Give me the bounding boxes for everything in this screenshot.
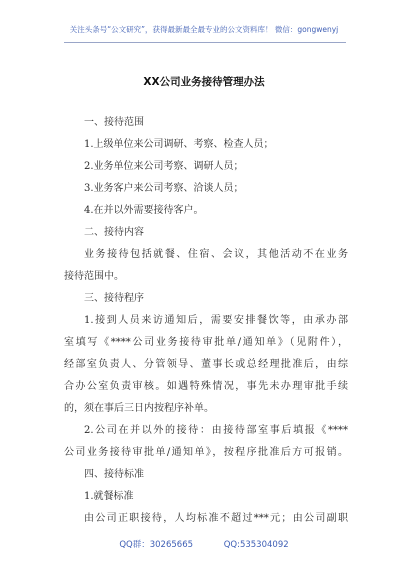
paragraph-line: 公司业务接待审批单/通知单》，按程序批准后方可报销。 [64,447,348,458]
section-heading-content: 二、接待内容 [84,227,144,238]
list-item: 1.上级单位来公司调研、考察、检查人员； [84,139,274,150]
section-heading-procedure: 三、接待程序 [84,293,144,304]
paragraph-line: 室填写《****公司业务接待审批单/通知单》（见附件）， [64,337,348,348]
footer-contacts [0,538,408,550]
paragraph-line: 经部室负责人、分管领导、董事长或总经理批准后，由综 [64,359,348,370]
paragraph-line: 接待范围中。 [64,271,124,282]
section-heading-scope: 一、接待范围 [84,117,144,128]
paragraph-line: 2.公司在并以外的接待：由接待部室事后填报《**** [84,425,348,436]
paragraph-line: 的，须在事后三日内按程序补单。 [64,403,214,414]
paragraph-line: 由公司正职接待，人均标准不超过***元；由公司副职 [84,513,348,524]
document-title: XX公司业务接待管理办法 [143,76,265,88]
list-item: 2.业务单位来公司考察、调研人员； [84,161,244,172]
section-heading-standards: 四、接待标准 [84,469,144,480]
document-body [64,112,348,530]
footer-qq-group: QQ群：30265665 [119,540,194,550]
paragraph-line: 合办公室负责审核。如遇特殊情况，事先未办理审批手续 [64,381,348,392]
header-divider [64,42,346,43]
subsection-heading: 1.就餐标准 [84,491,134,502]
list-item: 4.在并以外需要接待客户。 [84,205,204,216]
list-item: 3.业务客户来公司考察、洽谈人员； [84,183,244,194]
paragraph-line: 业务接待包括就餐、住宿、会议，其他活动不在业务 [84,249,348,260]
paragraph-line: 1.接到人员来访通知后，需要安排餐饮等，由承办部 [84,315,348,326]
header-note: 关注头条号“公文研究”，获得最新最全最专业的公文资料库！ 微信：gongwenyj [69,25,339,34]
footer-qq-contact: QQ:535304092 [223,540,289,550]
